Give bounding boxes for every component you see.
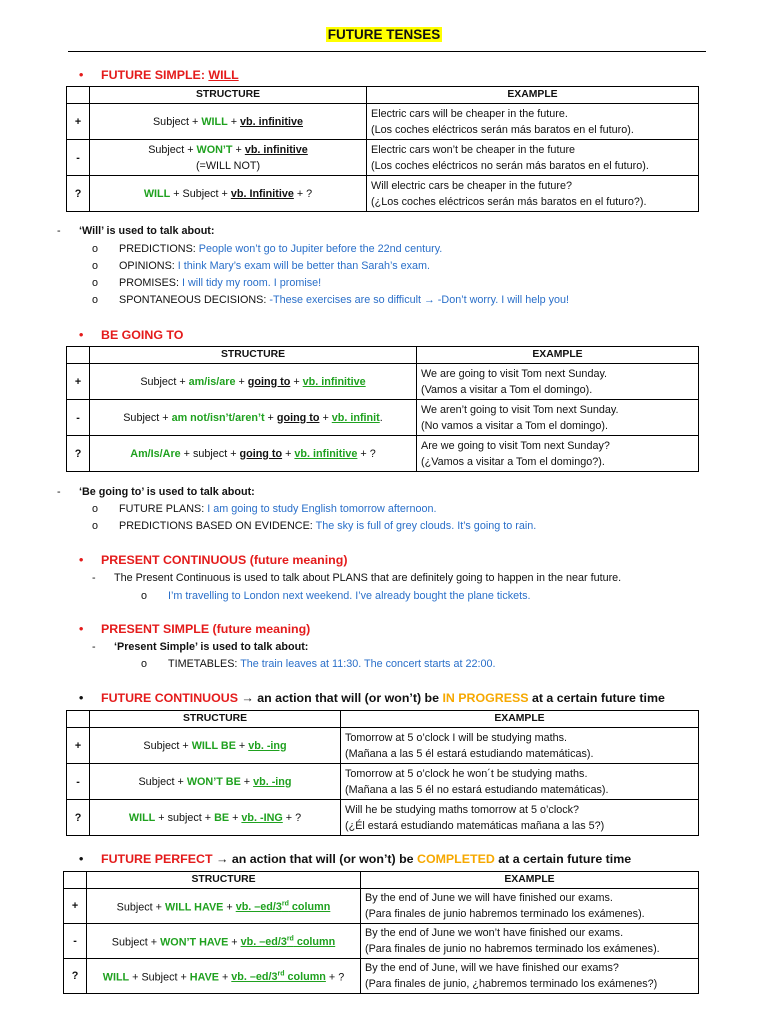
structure-cell: Subject + WON’T + vb. infinitive (=WILL NOT) xyxy=(90,140,367,176)
table-header-row: STRUCTURE EXAMPLE xyxy=(64,872,699,889)
row-symbol: + xyxy=(67,104,90,140)
title-wrap xyxy=(0,27,768,42)
example-cell: Electric cars will be cheaper in the future. (Los coches eléctricos serán más baratos en el futuro). xyxy=(367,104,699,140)
row-symbol: ? xyxy=(67,176,90,212)
table-row xyxy=(67,176,699,212)
heading-future-simple: • FUTURE SIMPLE: WILL xyxy=(79,68,239,82)
present-continuous-example: o I’m travelling to London next weekend. I’ve already bought the plane tickets. xyxy=(141,590,531,602)
present-simple-example: o TIMETABLES: The train leaves at 11:30. The concert starts at 22:00. xyxy=(141,658,496,670)
present-continuous-usage: - The Present Continuous is used to talk about PLANS that are definitely going to happen in the near future. xyxy=(92,572,622,584)
bullet-icon: • xyxy=(79,622,84,636)
column-header-example: EXAMPLE xyxy=(367,87,699,104)
table-row: - Subject + am not/isn’t/aren’t + going to + vb. infinit. We aren’t going to visit Tom next Sunday. (No vamos a visitar a Tom el domingo). xyxy=(67,400,699,436)
table-row: ? WILL + Subject + HAVE + vb. –ed/3rd column + ? By the end of June, will we have finished our exams? (Para finales de junio, ¿habremos terminado los exámenes?) xyxy=(64,959,699,994)
title-rule xyxy=(68,51,706,52)
structure-cell: WILL + Subject + vb. Infinitive + ? xyxy=(90,176,367,212)
structure-cell: Subject + WILL + vb. infinitive xyxy=(90,104,367,140)
present-simple-usage: - ‘Present Simple’ is used to talk about: xyxy=(92,641,309,653)
heading-future-continuous: • FUTURE CONTINUOUS → an action that will (or won’t) be IN PROGRESS at a certain future time xyxy=(79,691,665,705)
use-item: o PREDICTIONS BASED ON EVIDENCE: The sky is full of grey clouds. It’s going to rain. xyxy=(92,520,537,532)
use-item: o OPINIONS: I think Mary’s exam will be better than Sarah’s exam. xyxy=(92,260,431,272)
heading-present-simple: • PRESENT SIMPLE (future meaning) xyxy=(79,622,311,636)
page-title: FUTURE TENSES xyxy=(327,27,441,42)
column-header-structure: STRUCTURE xyxy=(90,347,417,364)
example-cell: Electric cars won’t be cheaper in the future (Los coches eléctricos no serán más baratos en el futuro). xyxy=(367,140,699,176)
heading-going-to: • BE GOING TO xyxy=(79,328,184,342)
row-symbol: - xyxy=(67,140,90,176)
table-row: + Subject + WILL BE + vb. -ing Tomorrow at 5 o’clock I will be studying maths. (Mañana a las 5 él estará estudiando matemáticas). xyxy=(67,728,699,764)
column-header-structure: STRUCTURE xyxy=(90,87,367,104)
example-cell: Will electric cars be cheaper in the future? (¿Los coches eléctricos serán más baratos en el futuro?). xyxy=(367,176,699,212)
column-header-example: EXAMPLE xyxy=(417,347,699,364)
table-header-row xyxy=(67,87,699,104)
table-row: - Subject + WON’T BE + vb. -ing Tomorrow at 5 o’clock he won´t be studying maths. (Mañana a las 5 él no estará estudiando matemáticas). xyxy=(67,764,699,800)
table-future-simple xyxy=(66,86,699,212)
table-future-perfect xyxy=(63,871,699,994)
bullet-icon: • xyxy=(79,852,84,866)
table-going-to xyxy=(66,346,699,472)
bullet-icon: • xyxy=(79,691,84,705)
table-row xyxy=(67,140,699,176)
usage-title-going-to: - ‘Be going to’ is used to talk about: xyxy=(57,486,255,498)
table-header-row: STRUCTURE EXAMPLE xyxy=(67,711,699,728)
heading-present-continuous: • PRESENT CONTINUOUS (future meaning) xyxy=(79,553,348,567)
table-row: + Subject + am/is/are + going to + vb. infinitive We are going to visit Tom next Sunday. (Vamos a visitar a Tom el domingo). xyxy=(67,364,699,400)
use-item: o FUTURE PLANS: I am going to study English tomorrow afternoon. xyxy=(92,503,437,515)
bullet-icon: • xyxy=(79,68,84,82)
use-item: o PROMISES: I will tidy my room. I promise! xyxy=(92,277,322,289)
table-row: - Subject + WON’T HAVE + vb. –ed/3rd column By the end of June we won’t have finished our exams. (Para finales de junio no habremos terminado los exámenes). xyxy=(64,924,699,959)
table-row: ? Am/Is/Are + subject + going to + vb. infinitive + ? Are we going to visit Tom next Sunday? (¿Vamos a visitar a Tom el domingo?). xyxy=(67,436,699,472)
use-item: o SPONTANEOUS DECISIONS: -These exercises are so difficult → -Don’t worry. I will help you! xyxy=(92,294,570,306)
table-header-row xyxy=(67,347,699,364)
table-row xyxy=(67,104,699,140)
heading-future-perfect: • FUTURE PERFECT → an action that will (or won’t) be COMPLETED at a certain future time xyxy=(79,852,632,866)
heading-will: WILL xyxy=(208,68,239,82)
bullet-icon: • xyxy=(79,328,84,342)
usage-title-will: - ‘Will’ is used to talk about: xyxy=(57,225,215,237)
table-future-continuous xyxy=(66,710,699,836)
table-row: + Subject + WILL HAVE + vb. –ed/3rd column By the end of June we will have finished our exams. (Para finales de junio habremos terminado los exámenes). xyxy=(64,889,699,924)
table-row: ? WILL + subject + BE + vb. -ING + ? Will he be studying maths tomorrow at 5 o’clock? (¿Él estará estudiando matemáticas mañana a las 5?) xyxy=(67,800,699,836)
use-item: o PREDICTIONS: People won’t go to Jupiter before the 22nd century. xyxy=(92,243,443,255)
bullet-icon: • xyxy=(79,553,84,567)
